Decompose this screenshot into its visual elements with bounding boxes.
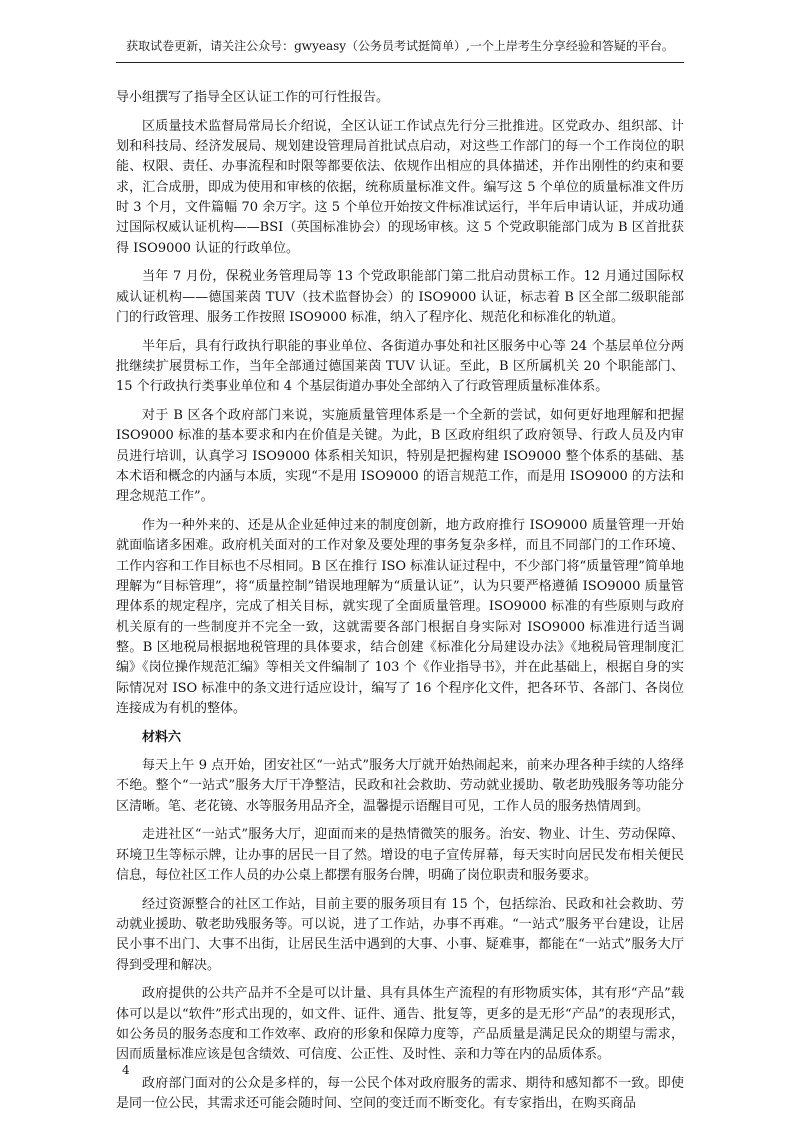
- paragraph: 当年 7 月份，保税业务管理局等 13 个党政职能部门第二批启动贯标工作。12 月通过国际权威认证机构——德国莱茵 TUV（技术监督协会）的 ISO9000 认证，标志着 B 区全部二级职能部门的行政管理、服务工作按照 ISO9000 标准，纳入了程序化、规范化和标准化的轨道。: [116, 269, 684, 325]
- page-number: 4: [122, 1063, 130, 1077]
- paragraph: 政府提供的公共产品并不全是可以计量、具有具体生产流程的有形物质实体，其有形“产品”载体可以是以“软件”形式出现的，如文件、证件、通告、批复等，更多的是无形“产品”的表现形式，如公务员的服务态度和工作效率、政府的形象和保障力度等，产品质量是满足民众的期望与需求，因而质量标准应该是包含绩效、可信度、公正性、及时性、亲和力等在内的品质体系。: [116, 986, 684, 1063]
- paragraph: 作为一种外来的、还是从企业延伸过来的制度创新，地方政府推行 ISO9000 质量管理一开始就面临诸多困难。政府机关面对的工作对象及要处理的事务复杂多样，而且不同部门的工作环境、工作内容和工作目标也不尽相同。B 区在推行 ISO 标准认证过程中，不少部门将“质量管理”简单地理解为“目标管理”，将“质量控制”错误地理解为“质量认证”，认为只要严格遵循 ISO9000 质量管理体系的规定程序，完成了相关目标，就实现了全面质量管理。ISO9000 标准的有些原则与政府机关原有的一些制度并不完全一致，这就需要各部门根据自身实际对 ISO9000 标准进行适当调整。B 区地税局根据地税管理的具体要求，结合创建《标准化分局建设办法》《地税局管理制度汇编》《岗位操作规范汇编》等相关文件编制了 103 个《作业指导书》，并在此基础上，根据自身的实际情况对 ISO 标准中的条文进行适应设计，编写了 16 个程序化文件，把各环节、各部门、各岗位连接成为有机的整体。: [116, 518, 684, 716]
- paragraph: 政府部门面对的公众是多样的，每一公民个体对政府服务的需求、期待和感知都不一致。即使是同一位公民，其需求还可能会随时间、空间的变迁而不断变化。有专家指出，在购买商品: [116, 1076, 684, 1112]
- paragraph: 走进社区“一站式”服务大厅，迎面而来的是热情微笑的服务。治安、物业、计生、劳动保障、环境卫生等标示牌，让办事的居民一目了然。增设的电子宣传屏幕，每天实时向居民发布相关便民信息，每位社区工作人员的办公桌上都摆有服务台牌，明确了岗位职责和服务要求。: [116, 827, 684, 883]
- paragraph: 半年后，具有行政执行职能的事业单位、各街道办事处和社区服务中心等 24 个基层单位分两批继续扩展贯标工作，当年全部通过德国莱茵 TUV 认证。至此，B 区所属机关 20 个职能部门、15 个行政执行类事业单位和 4 个基层街道办事处全部纳入了行政管理质量标准体系。: [116, 338, 684, 395]
- header-divider: [116, 62, 684, 63]
- paragraph: 经过资源整合的社区工作站，目前主要的服务项目有 15 个，包括综治、民政和社会救助、劳动就业援助、敬老助残服务等。可以说，进了工作站，办事不再难。“一站式”服务平台建设，让居民小事不出门、大事不出街，让居民生活中遇到的大事、小事、疑难事，都能在“一站式”服务大厅得到受理和解决。: [116, 896, 684, 973]
- section-title: 材料六: [142, 729, 182, 745]
- document-body: [116, 88, 684, 1123]
- page-header: 获取试卷更新，请关注公众号：gwyeasy（公务员考试挺简单）,一个上岸考生分享经验和答疑的平台。: [126, 39, 674, 53]
- paragraph: 导小组撰写了指导全区认证工作的可行性报告。: [116, 90, 390, 105]
- paragraph: 区质量技术监督局常局长介绍说，全区认证工作试点先行分三批推进。区党政办、组织部、计划和科技局、经济发展局、规划建设管理局首批试点启动，对这些工作部门的每一个工作岗位的职能、权限、责任、办事流程和时限等都要依法、依规作出相应的具体描述，并作出刚性的约束和要求，汇合成册，即成为使用和审核的依据，统称质量标准文件。编写这 5 个单位的质量标准文件历时 3 个月，文件篇幅 70 余万字。这 5 个单位开始按文件标准试运行，半年后申请认证，并成功通过国际权威认证机构——BSI（英国标准协会）的现场审核。这 5 个党政职能部门成为 B 区首批获得 ISO9000 认证的行政单位。: [116, 118, 684, 256]
- paragraph: 每天上午 9 点开始，团安社区“一站式”服务大厅就开始热闹起来，前来办理各种手续的人络绎不绝。整个“一站式”服务大厅干净整洁，民政和社会救助、劳动就业援助、敬老助残服务等功能分区清晰。笔、老花镜、水等服务用品齐全，温馨提示语醒目可见，工作人员的服务热情周到。: [116, 757, 684, 814]
- paragraph: 对于 B 区各个政府部门来说，实施质量管理体系是一个全新的尝试，如何更好地理解和把握 ISO9000 标准的基本要求和内在价值是关键。为此，B 区政府组织了政府领导、行政人员及内审员进行培训，认真学习 ISO9000 体系相关知识，特别是把握构建 ISO9000 整个体系的基础、基本术语和概念的内涵与本质，实现“不是用 ISO9000 的语言规范工作，而是用 ISO9000 的方法和理念规范工作”。: [116, 408, 684, 505]
